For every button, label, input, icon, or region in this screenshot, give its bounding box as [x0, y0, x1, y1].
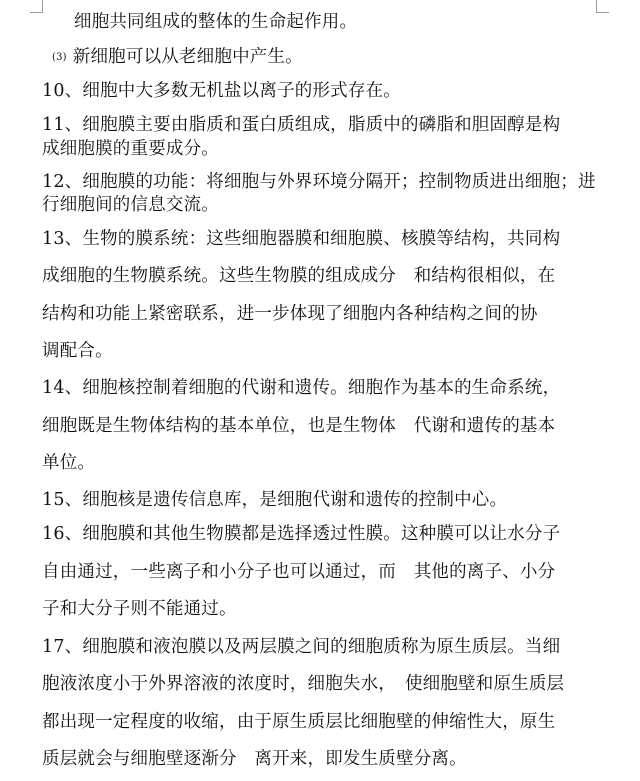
- text-line: 细胞既是生物体结构的基本单位，也是生物体 代谢和遗传的基本: [42, 416, 556, 436]
- text-line: 质层就会与细胞壁逐渐分 离开来，即发生质壁分离。: [42, 749, 467, 769]
- text-line: 13、生物的膜系统：这些细胞器膜和细胞膜、核膜等结构，共同构: [42, 229, 561, 249]
- text-line: 自由通过，一些离子和小分子也可以通过，而 其他的离子、小分: [42, 562, 556, 582]
- text-line: 调配合。: [42, 341, 113, 361]
- left-margin-corner-mark: [30, 0, 43, 13]
- text-line: 成细胞的生物膜系统。这些生物膜的组成成分 和结构很相似，在: [42, 266, 556, 286]
- text-line: 结构和功能上紧密联系，进一步体现了细胞内各种结构之间的协: [42, 304, 538, 324]
- right-margin-corner-mark: [596, 0, 609, 13]
- text-line: 单位。: [42, 453, 96, 473]
- text-line: 都出现一定程度的收缩，由于原生质层比细胞壁的伸缩性大，原生: [42, 712, 556, 732]
- item-marker: (3): [52, 52, 67, 63]
- text-line: 胞液浓度小于外界溶液的浓度时，细胞失水， 使细胞壁和原生质层: [42, 674, 565, 694]
- text-line: 14、细胞核控制着细胞的代谢和遗传。细胞作为基本的生命系统，: [42, 378, 561, 398]
- text-line: 17、细胞膜和液泡膜以及两层膜之间的细胞质称为原生质层。当细: [42, 637, 561, 657]
- text-line: 细胞共同组成的整体的生命起作用。: [74, 12, 358, 32]
- text-line: 15、细胞核是遗传信息库，是细胞代谢和遗传的控制中心。: [42, 490, 508, 510]
- text-line: 10、细胞中大多数无机盐以离子的形式存在。: [42, 81, 401, 101]
- text-line: 12、细胞膜的功能：将细胞与外界环境分隔开；控制物质进出细胞；进: [42, 172, 596, 192]
- text-line: 新细胞可以从老细胞中产生。: [72, 47, 303, 67]
- text-line: 子和大分子则不能通过。: [42, 599, 237, 619]
- text-line: 行细胞间的信息交流。: [42, 195, 219, 215]
- text-line: 11、细胞膜主要由脂质和蛋白质组成，脂质中的磷脂和胆固醇是构: [42, 115, 561, 135]
- text-line: 成细胞膜的重要成分。: [42, 139, 219, 159]
- text-line-item: [52, 45, 303, 70]
- text-line: 16、细胞膜和其他生物膜都是选择透过性膜。这种膜可以让水分子: [42, 524, 561, 544]
